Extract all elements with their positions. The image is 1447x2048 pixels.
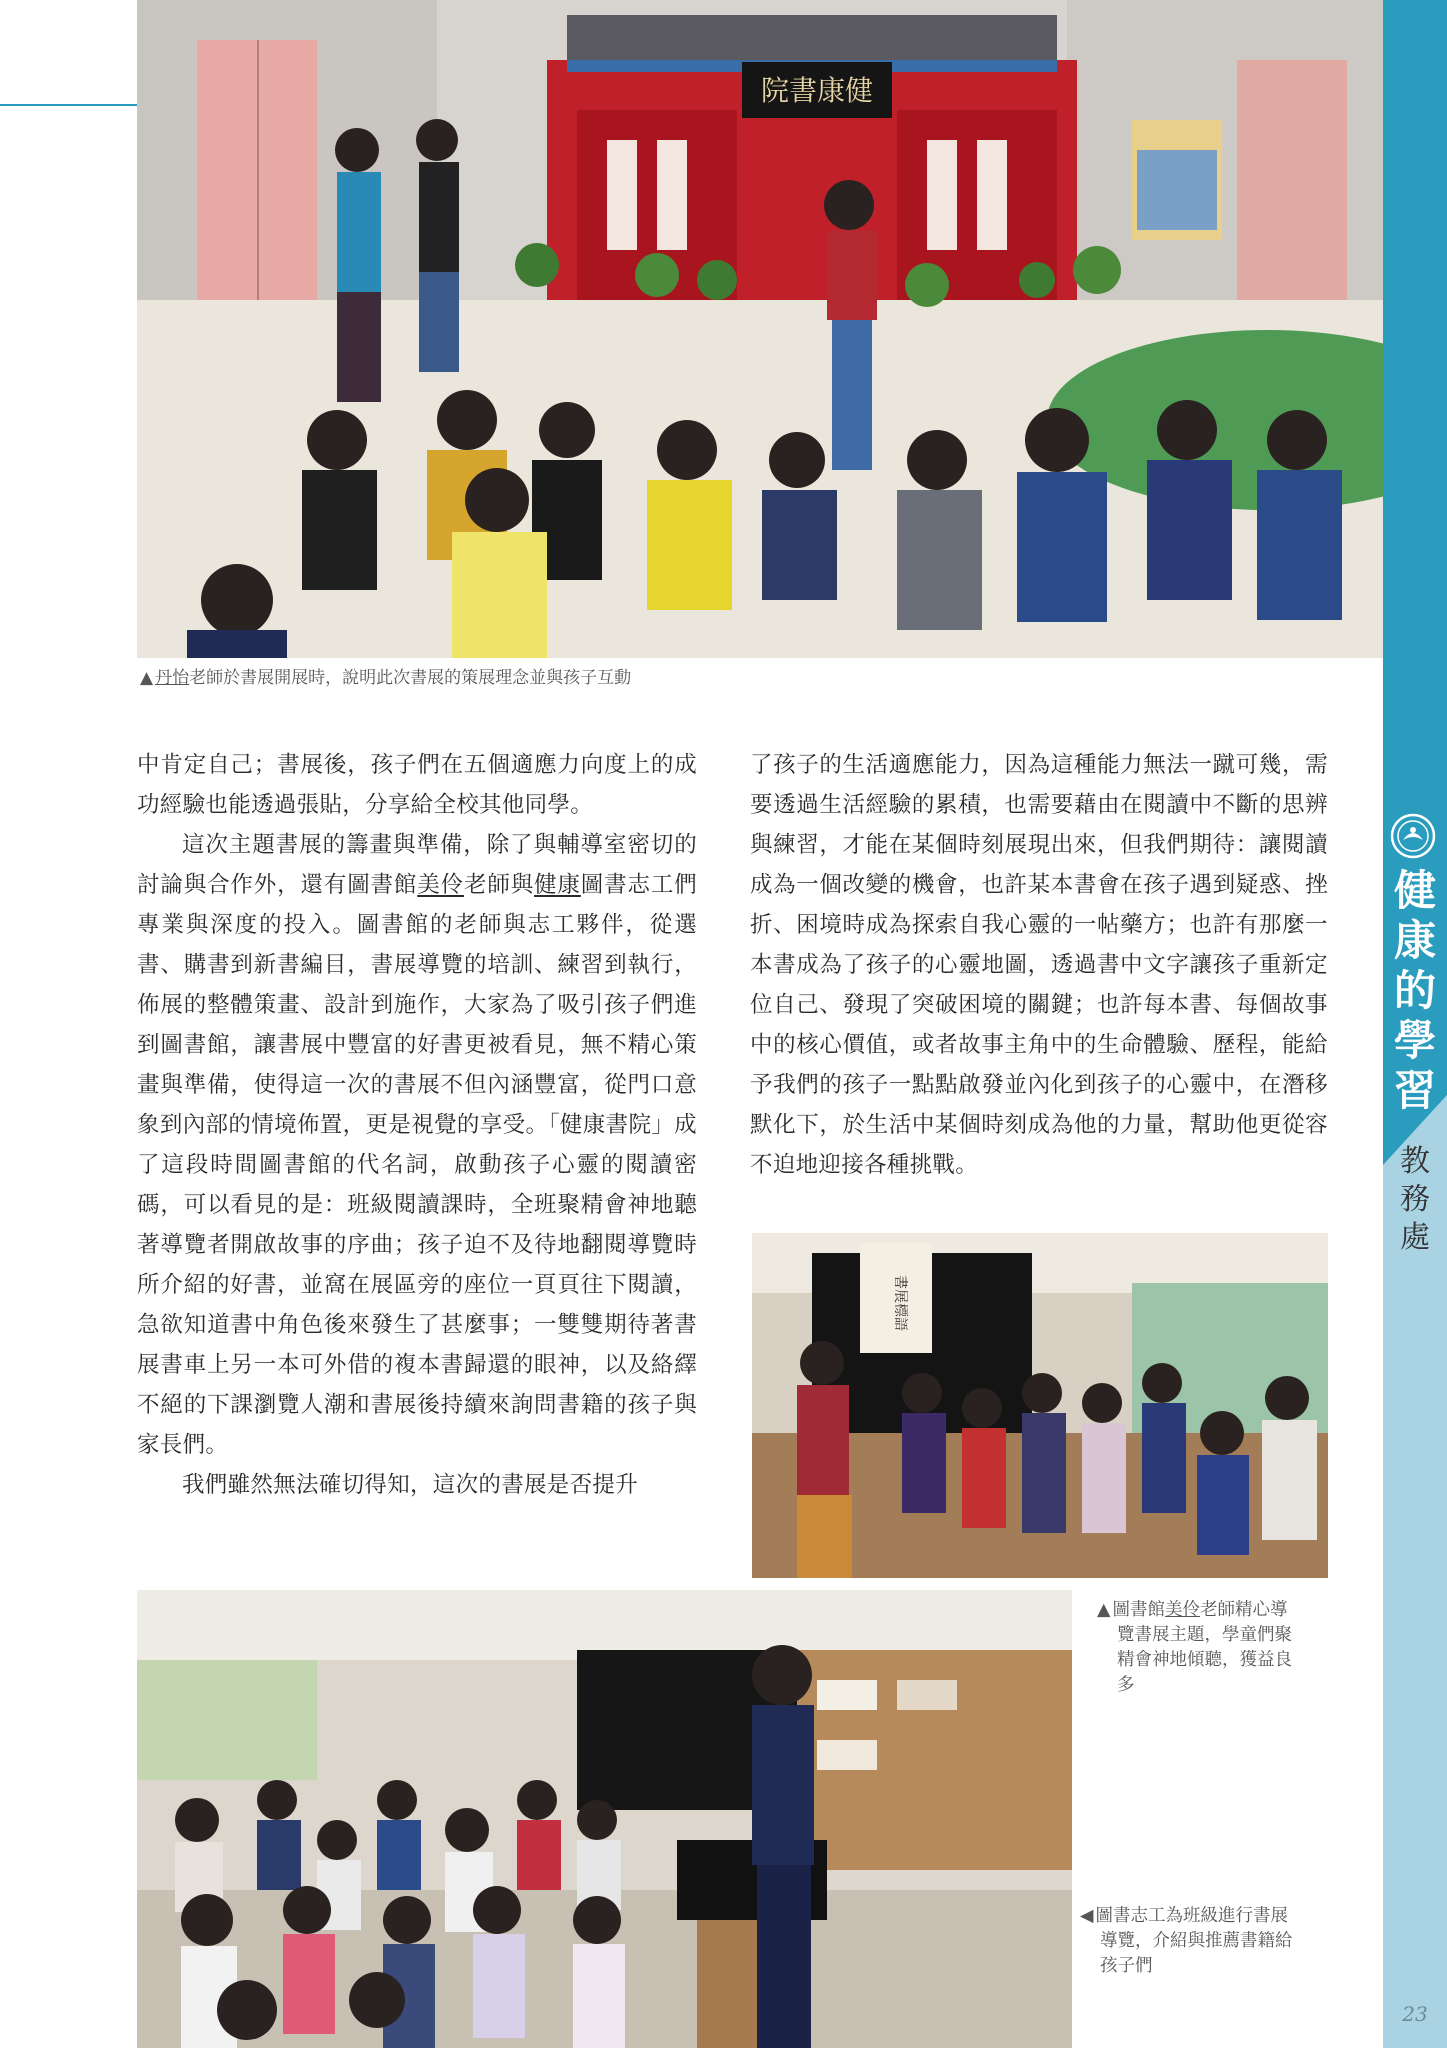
text-run: 老師與 bbox=[463, 872, 535, 898]
header-accent-rule bbox=[0, 104, 137, 106]
department-char: 教 bbox=[1400, 1144, 1430, 1179]
photo-volunteer-class-tour bbox=[137, 1590, 1072, 2048]
section-title-char: 的 bbox=[1393, 966, 1436, 1015]
photo-top bbox=[137, 0, 1383, 658]
caption-middle bbox=[1097, 1598, 1337, 1698]
caption-top bbox=[140, 666, 1140, 691]
text-run: 圖書志工們專業與深度的投入。圖書館的老師與志工夥伴，從選書、購書到新書編目，書展導覽的培訓、練習到執行，佈展的整體策畫、設計到施作，大家為了吸引孩子們進到圖書館，讓書展中豐富的好書更被看見，無不精心策畫與準備，使得這一次的書展不但內涵豐富，從門口意象到內部的情境佈置，更是視覺的享受。「健康書院」成了這段時間圖書館的代名詞，啟動孩子心靈的閱讀密碼，可以看見的是：班級閱讀課時，全班聚精會神地聽著導覽者開啟故事的序曲；孩子迫不及待地翻閱導覽時所介紹的好書，並窩在展區旁的座位一頁頁往下閱讀，急欲知道書中角色後來發生了甚麼事；一雙雙期待著書展書車上另一本可外借的複本書歸還的眼神，以及絡繹不絕的下課瀏覽人潮和書展後持續來詢問書籍的孩子與家長們。 bbox=[137, 872, 697, 1458]
paragraph bbox=[137, 825, 697, 1465]
department-char: 處 bbox=[1400, 1220, 1430, 1255]
section-title-char: 健 bbox=[1393, 866, 1436, 915]
photo-teacher-introducing-exhibition bbox=[137, 0, 1383, 658]
caption-line: 導覽，介紹與推薦書籍給 bbox=[1100, 1931, 1293, 1951]
caption-text: 圖書館 bbox=[1112, 1600, 1165, 1620]
caption-line bbox=[1080, 1904, 1335, 1929]
section-title-char: 學 bbox=[1393, 1016, 1436, 1065]
department-label-vertical bbox=[1383, 1143, 1447, 1257]
caption-bottom bbox=[1080, 1904, 1335, 1979]
person-name: 美伶 bbox=[417, 872, 464, 898]
text-run: 這次主題書展的籌畫與準備，除了與輔導室密切的討論與合作外，還有圖書館 bbox=[137, 832, 697, 898]
place-name: 健康 bbox=[534, 872, 581, 898]
paragraph: 中肯定自己；書展後，孩子們在五個適應力向度上的成功經驗也能透過張貼，分享給全校其他同學。 bbox=[137, 752, 697, 818]
paragraph: 我們雖然無法確切得知，這次的書展是否提升 bbox=[182, 1472, 639, 1498]
caption-text: 圖書志工為班級進行書展 bbox=[1095, 1906, 1288, 1926]
caption-line: 覽書展主題，學童們聚 bbox=[1117, 1625, 1292, 1645]
department-char: 務 bbox=[1400, 1182, 1430, 1217]
photo-sign-text: 院書康健 bbox=[760, 74, 874, 107]
section-title-char: 康 bbox=[1393, 916, 1436, 965]
caption-line: 孩子們 bbox=[1100, 1956, 1153, 1976]
section-title-char: 習 bbox=[1393, 1066, 1436, 1115]
photo-scroll-text: 書展標語 bbox=[892, 1275, 908, 1331]
photo-librarian-guiding-students bbox=[752, 1233, 1328, 1578]
caption-triangle-icon: ▲ bbox=[140, 668, 154, 688]
caption-line bbox=[1097, 1598, 1337, 1623]
caption-text: 老師精心導 bbox=[1199, 1600, 1288, 1620]
caption-line: 多 bbox=[1117, 1675, 1135, 1695]
caption-triangle-icon: ▲ bbox=[1097, 1600, 1111, 1620]
caption-text: 老師於書展開展時，說明此次書展的策展理念並與孩子互動 bbox=[189, 668, 632, 688]
page-number: 23 bbox=[1402, 2002, 1428, 2026]
caption-line: 精會神地傾聽，獲益良 bbox=[1117, 1650, 1292, 1670]
caption-teacher-name: 丹怡 bbox=[155, 668, 190, 688]
caption-left-triangle-icon: ◀ bbox=[1080, 1906, 1094, 1926]
section-title-vertical bbox=[1383, 866, 1447, 1116]
school-emblem-icon bbox=[1389, 812, 1437, 860]
article-right-column bbox=[750, 745, 1328, 1185]
photo-middle bbox=[752, 1233, 1328, 1578]
article-left-column bbox=[137, 745, 697, 1505]
caption-teacher-name: 美伶 bbox=[1164, 1600, 1200, 1620]
paragraph: 了孩子的生活適應能力，因為這種能力無法一蹴可幾，需要透過生活經驗的累積，也需要藉由在閱讀中不斷的思辨與練習，才能在某個時刻展現出來，但我們期待：讓閱讀成為一個改變的機會，也許某本書會在孩子遇到疑惑、挫折、困境時成為探索自我心靈的一帖藥方；也許有那麼一本書成為了孩子的心靈地圖，透過書中文字讓孩子重新定位自己、發現了突破困境的關鍵；也許每本書、每個故事中的核心價值，或者故事主角中的生命體驗、歷程，能給予我們的孩子一點點啟發並內化到孩子的心靈中，在潛移默化下，於生活中某個時刻成為他的力量，幫助他更從容不迫地迎接各種挑戰。 bbox=[750, 752, 1328, 1178]
photo-bottom bbox=[137, 1590, 1072, 2048]
